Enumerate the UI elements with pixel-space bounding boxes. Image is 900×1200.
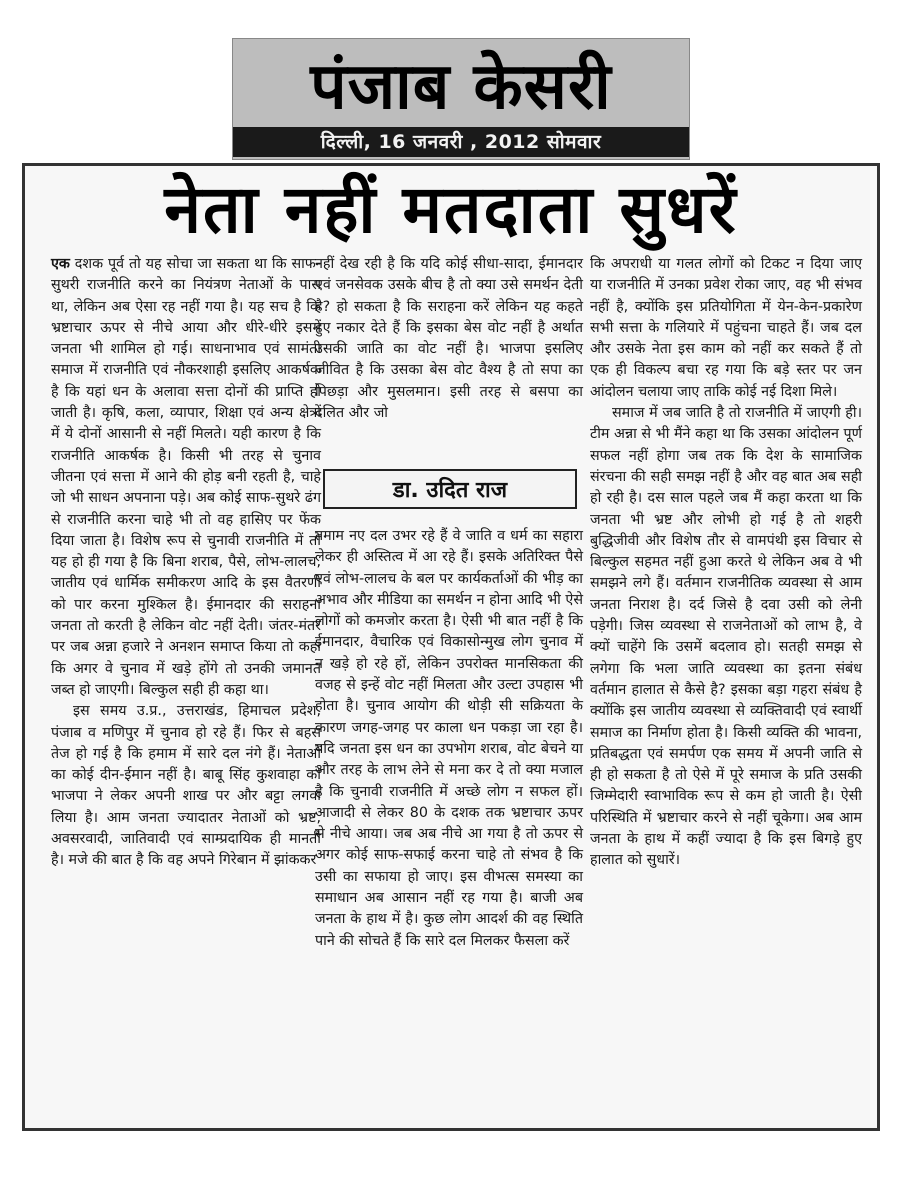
article-column-2-continued bbox=[315, 526, 583, 952]
col2-paragraph-1: नहीं देख रही है कि यदि कोई सीधा-सादा, ईमानदार एवं जनसेवक उसके बीच है तो क्या उसे समर्थन देती है? हो सकता है कि सराहना करें लेकिन यह कहते हुए नकार देते हैं कि इसका बेस वोट नहीं है अर्थात उसकी जाति का वोट नहीं है। भाजपा इसलिए जीवित है कि उसका बेस वोट वैश्य है तो सपा का पिछड़ा और मुसलमान। इसी तरह से बसपा का दलित और जो bbox=[315, 256, 583, 422]
article-column-2 bbox=[315, 254, 583, 424]
col3-paragraph-1: कि अपराधी या गलत लोगों को टिकट न दिया जाए या राजनीति में उनका प्रवेश रोका जाए, वह भी संभव नहीं है, क्योंकि इस प्रतियोगिता में येन-केन-प्रकारेण सभी सत्ता के गलियारे में पहुंचना चाहते हैं। जब दल और उसके नेता इस काम को नहीं कर सकते हैं तो एक ही विकल्प बचा रह गया कि बड़े स्तर पर जन आंदोलन चलाया जाए ताकि कोई नई दिशा मिले। bbox=[590, 256, 862, 400]
newspaper-title: पंजाब केसरी bbox=[310, 50, 612, 124]
lead-word: एक bbox=[51, 256, 70, 272]
headline: नेता नहीं मतदाता सुधरें bbox=[164, 171, 738, 248]
masthead bbox=[232, 38, 690, 160]
col1-paragraph-1 bbox=[51, 254, 321, 701]
byline-box: डा. उदित राज bbox=[323, 469, 577, 509]
col1-paragraph-2: इस समय उ.प्र., उत्तराखंड, हिमाचल प्रदेश, पंजाब व मणिपुर में चुनाव हो रहे हैं। फिर से बहस तेज हो गई है कि हमाम में सारे दल नंगे हैं। नेताओं का कोई दीन-ईमान नहीं है। बाबू सिंह कुशवाहा को भाजपा ने लेकर अपनी शाख पर और बट्टा लगवा लिया है। आम जनता ज्यादातर नेताओं को भ्रष्ट, अवसरवादी, जातिवादी एवं साम्प्रदायिक ही मानती है। मजे की बात है कि वह अपने गिरेबान में झांककर bbox=[51, 703, 321, 869]
article-column-1 bbox=[51, 254, 321, 872]
article bbox=[22, 163, 880, 1131]
article-column-3 bbox=[590, 254, 862, 872]
col3-paragraph-2: समाज में जब जाति है तो राजनीति में जाएगी ही। टीम अन्ना से भी मैंने कहा था कि उसका आंदोलन पूर्ण सफल नहीं होगा जब तक कि देश के सामाजिक संरचना की सही समझ नहीं है और वह बात अब सही हो रही है। दस साल पहले जब मैं कहा करता था कि जनता भी भ्रष्ट और लोभी हो गई है तो शहरी बुद्धिजीवी और विशेष तौर से वामपंथी इस विचार से बिल्कुल सहमत नहीं हुआ करते थे लेकिन अब वे भी समझने लगे हैं। वर्तमान राजनीतिक व्यवस्था से आम जनता निराश है। दर्द जिसे है दवा उसी को लेनी पड़ेगी। जिस व्यवस्था से राजनेताओं को लाभ है, वे क्यों चाहेंगे कि उसमें बदलाव हो। सतही समझ से लगेगा कि भला जाति व्यवस्था का इतना संबंध वर्तमान हालात से कैसे है? इसका बड़ा गहरा संबंध है क्योंकि इस जातीय व्यवस्था से व्यक्तिवादी एवं स्वार्थी समाज का निर्माण होता है। किसी व्यक्ति की भावना, प्रतिबद्धता एवं समर्पण एक समय में अपनी जाति से ही हो सकता है तो ऐसे में पूरे समाज के प्रति उसकी जिम्मेदारी स्वाभाविक रूप से कम हो जाती है। ऐसी परिस्थिति में भ्रष्टाचार करने से नहीं चूकेगा। अब आम जनता के हाथ में कहीं ज्यादा है कि इस बिगड़े हुए हालात को सुधारें। bbox=[590, 405, 862, 869]
dateline: दिल्ली, 16 जनवरी , 2012 सोमवार bbox=[233, 127, 689, 157]
col1-paragraph-1-text: दशक पूर्व तो यह सोचा जा सकता था कि साफ-सुथरी राजनीति करने का नियंत्रण नेताओं के पास था, लेकिन अब ऐसा रह नहीं गया है। यह सच है कि भ्रष्टाचार ऊपर से नीचे आया और धीरे-धीरे इसमें जनता भी शामिल हो गई। साधनाभाव एवं सामंती समाज में राजनीति एवं नौकरशाही इसलिए आकर्षक है कि यहां धन के अलावा सत्ता दोनों की प्राप्ति हो जाती है। कृषि, कला, व्यापार, शिक्षा एवं अन्य क्षेत्रों में ये दोनों आसानी से नहीं मिलते। यही कारण है कि राजनीति आकर्षक है। किसी भी तरह से चुनाव जीतना एवं सत्ता में आने की होड़ बनी रहती है, चाहे जो भी साधन अपनाना पड़े। अब कोई साफ-सुथरे ढंग से राजनीति करना चाहे भी तो वह हासिए पर फेंक दिया जाता है। विशेष रूप से चुनावी राजनीति में तो यह हो ही गया है कि बिना शराब, पैसे, लोभ-लालच, जातीय एवं धार्मिक समीकरण आदि के इस वैतरणी को पार करना मुश्किल है। ईमानदार की सराहना जनता तो करती है लेकिन वोट नहीं देती। जंतर-मंतर पर जब अन्ना हजारे ने अनशन समाप्त किया तो कहा कि अगर वे चुनाव में खड़े होंगे तो उनकी जमानत जब्त हो जाएगी। बिल्कुल सही ही कहा था। bbox=[51, 256, 321, 698]
col2-paragraph-2: तमाम नए दल उभर रहे हैं वे जाति व धर्म का सहारा लेकर ही अस्तित्व में आ रहे हैं। इसके अतिरिक्त पैसे एवं लोभ-लालच के बल पर कार्यकर्ताओं की भीड़ का अभाव और मीडिया का समर्थन न होना आदि भी ऐसे लोगों को कमजोर करता है। ऐसी भी बात नहीं है कि ईमानदार, वैचारिक एवं विकासोन्मुख लोग चुनाव में न खड़े हो रहे हों, लेकिन उपरोक्त मानसिकता की वजह से इन्हें वोट नहीं मिलता और उल्टा उपहास भी होता है। चुनाव आयोग की थोड़ी सी सक्रियता के कारण जगह-जगह पर काला धन पकड़ा जा रहा है। यदि जनता इस धन का उपभोग शराब, वोट बेचने या और तरह के लाभ लेने से मना कर दे तो क्या मजाल है कि चुनावी राजनीति में अच्छे लोग न सफल हों। आजादी से लेकर 80 के दशक तक भ्रष्टाचार ऊपर से नीचे आया। जब अब नीचे आ गया है तो ऊपर से अगर कोई साफ-सफाई करना चाहे तो संभव है कि उसी का सफाया हो जाए। इस वीभत्स समस्या का समाधान अब आसान नहीं रह गया है। बाजी अब जनता के हाथ में है। कुछ लोग आदर्श की वह स्थिति पाने की सोचते हैं कि सारे दल मिलकर फैसला करें bbox=[315, 528, 583, 949]
